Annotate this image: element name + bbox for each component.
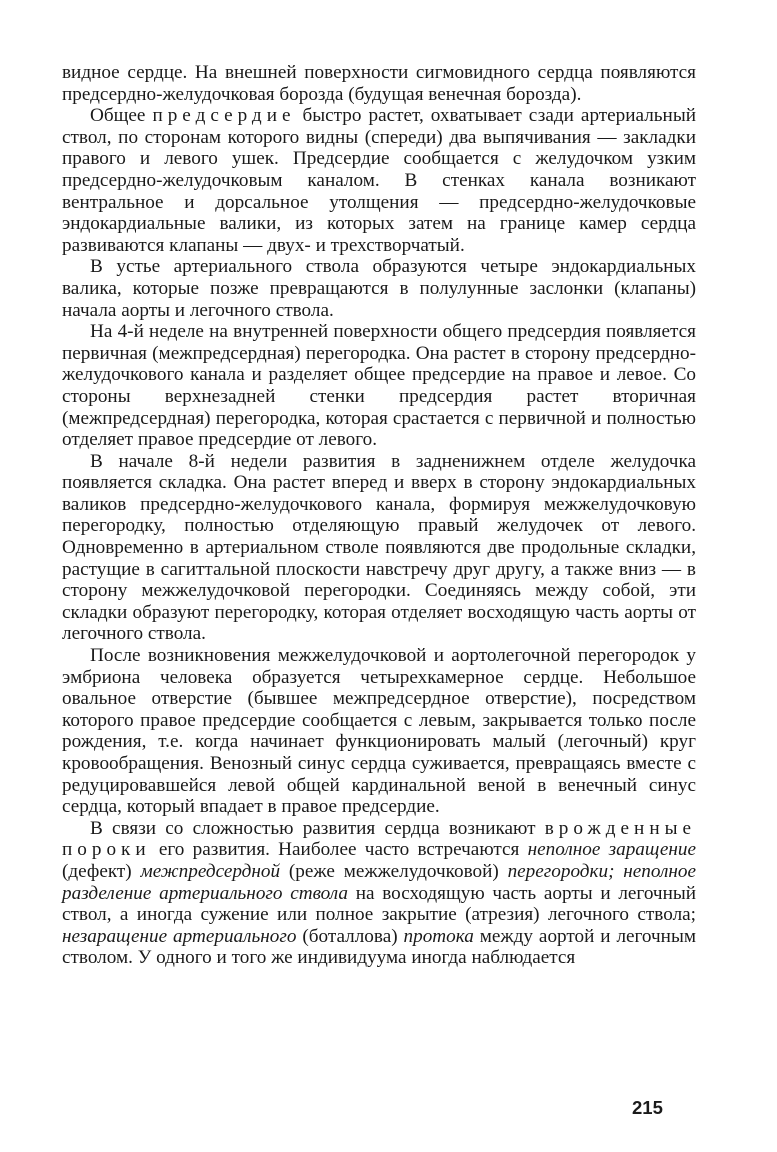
paragraph-3: В устье артериального ствола образуются четыре эндокардиальных валика, которые позже превращаются в полулунные заслонки (клапаны) начала аорты и легочного ствола. [62,256,696,321]
paragraph-7-text-c: (реже межжелудочковой) [280,860,508,882]
italic-term-4: незаращение артериального [62,925,297,947]
paragraph-2-lead: Общее [90,105,153,127]
italic-term-3: перегородки; неполное разделение артериального ствола [62,860,697,904]
page-number: 215 [632,1097,663,1118]
book-page-text [62,62,696,969]
paragraph-7-text-a: его развития. Наиболее часто встречаются [150,839,528,861]
paragraph-7-text-b: (дефект) [62,860,141,882]
paragraph-4: На 4-й неделе на внутренней поверхности общего предсердия появляется первичная (межпредсердная) перегородка. Она растет в сторону предсердно-желудочкового канала и разделяет общее предсердие на правое и левое. Со стороны верхнезадней стенки предсердия растет вторичная (межпредсердная) перегородка, которая срастается с первичной и полностью отделяет правое предсердие от левого. [62,321,696,451]
spaced-term-atrium: предсердие [152,105,296,127]
paragraph-1: видное сердце. На внешней поверхности сигмовидного сердца появляются предсердно-желудочковая борозда (будущая венечная борозда). [62,62,696,105]
spaced-term-congenital-defects: врожденные пороки [62,817,696,861]
italic-term-2: межпредсердной [140,860,281,882]
italic-term-5: протока [403,925,474,947]
italic-term-1: неполное заращение [527,839,696,861]
paragraph-7-text-f: между аортой и легочным стволом. У одного и того же индивидуума иногда наблюдается [62,925,696,969]
paragraph-7 [62,818,696,969]
paragraph-7-text-e: (боталлова) [296,925,404,947]
paragraph-7-lead: В связи со сложностью развития сердца возникают [90,817,545,839]
paragraph-5: В начале 8-й недели развития в задненижнем отделе желудочка появляется складка. Она растет вперед и вверх в сторону эндокардиальных валиков предсердно-желудочкового канала, формируя межжелудочковую перегородку, полностью отделяющую правый желудочек от левого. Одновременно в артериальном стволе появляются две продольные складки, растущие в сагиттальной плоскости навстречу друг другу, а также вниз — в сторону межжелудочковой перегородки. Соединяясь между собой, эти складки образуют перегородку, которая отделяет восходящую часть аорты от легочного ствола. [62,450,696,645]
paragraph-2-rest: быстро растет, охватывает сзади артериальный ствол, по сторонам которого видны (спереди) два выпячивания — закладки правого и левого ушек. Предсердие сообщается с желудочком узким предсердно-желудочковым каналом. В стенках канала возникают вентральное и дорсальное утолщения — предсердно-желудочковые эндокардиальные валики, из которых затем на границе камер сердца развиваются клапаны — двух- и трехстворчатый. [62,105,696,256]
paragraph-2 [62,105,696,256]
paragraph-7-text-d: на восходящую часть аорты и легочный ствол, а иногда сужение или полное закрытие (атрезия) легочного ствола; [62,882,696,926]
paragraph-6: После возникновения межжелудочковой и аортолегочной перегородок у эмбриона человека образуется четырехкамерное сердце. Небольшое овальное отверстие (бывшее межпредсердное отверстие), посредством которого правое предсердие сообщается с левым, закрывается только после рождения, т.е. когда начинает функционировать малый (легочный) круг кровообращения. Венозный синус сердца суживается, превращаясь вместе с редуцировавшейся левой общей кардинальной веной в венечный синус сердца, который впадает в правое предсердие. [62,645,696,818]
